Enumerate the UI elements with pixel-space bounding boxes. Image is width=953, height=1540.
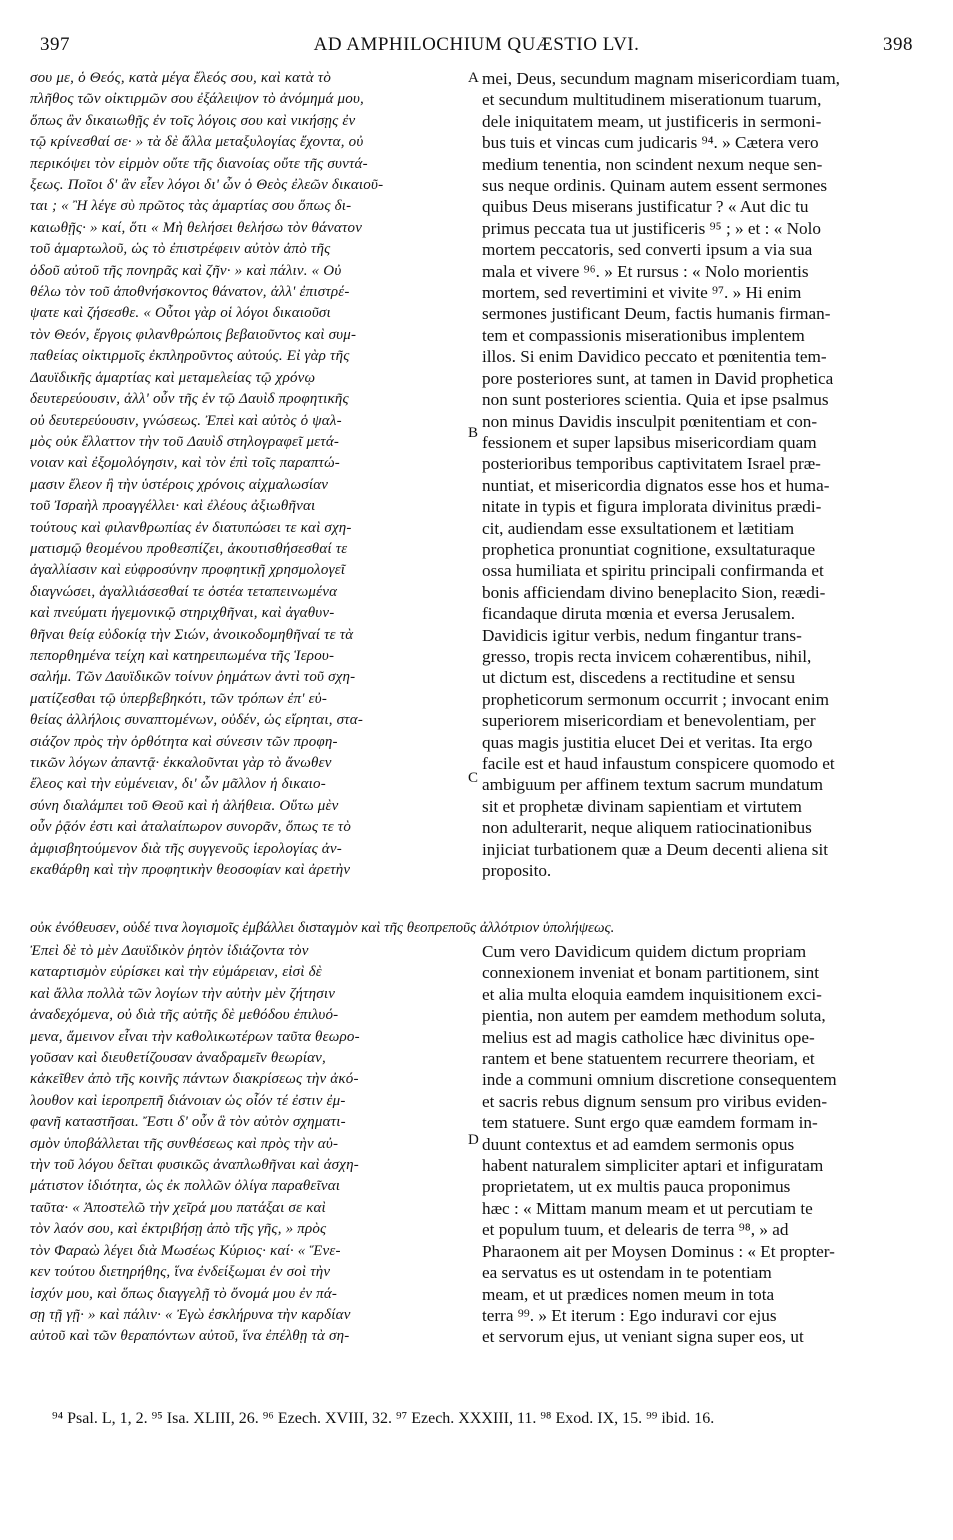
text-line: σαλήμ. Τῶν Δαυϊδικῶν τοίνυν ῥημάτων ἀντὶ τοῦ σχη-: [30, 669, 356, 686]
margin-letter-b: B: [468, 425, 479, 441]
text-line: facile est et haud infaustum conspicere quomodo et: [482, 754, 835, 773]
text-line: prophetica pronuntiat cognitione, exsultaturaque: [482, 539, 816, 559]
text-line: σμὸν ὑποβάλλεται τῆς συνθέσεως καὶ πρὸς τὴν αὐ-: [30, 1135, 339, 1152]
text-line: οὐ δευτερεύουσιν, γνώσεως. Ἐπεὶ καὶ αὐτὸς ὁ ψαλ-: [30, 412, 342, 429]
text-line: cit, audiendam esse exsultationem et lætitiam: [482, 518, 795, 538]
text-line: ταῦτα· « Ἀποστελῶ τὴν χεῖρά μου πατάξαι σε καὶ: [30, 1199, 326, 1216]
text-line: rantem et bene statuentem recurrere theoriam, et: [482, 1049, 815, 1069]
text-line: θείας ἀλλήλοις συναπτομένων, οὐδέν, ὡς εἴρηται, στα-: [30, 712, 364, 729]
text-line: περικόψει τὸν εἱρμὸν οὔτε τῆς διανοίας οὔτε τῆς συντά-: [30, 155, 368, 172]
text-line: habent naturalem simpliciter aptari et infiguratam: [482, 1156, 824, 1176]
text-line: Davidicis igitur verbis, nedum fingantur trans-: [482, 625, 802, 645]
text-line: κἀκεῖθεν ἀπὸ τῆς κοινῆς πάντων διακρίσεως τὴν ἀκό-: [30, 1071, 359, 1088]
text-line: τοῦ Ἰσραὴλ προαγγέλλει· καὶ ἐλέους ἀξιωθῆναι: [30, 498, 316, 515]
text-line: nuntiat, et misericordia dignatos esse hos et huma-: [482, 475, 830, 495]
spanning-greek-line: οὐκ ἐνόθευσεν, οὐδέ τινα λογισμοῖς ἐμβάλλει δισταγμὸν καὶ τῆς θεοπρεποῦς ἀλλότριον ὑπολήψεως.: [30, 920, 615, 936]
text-line: tem statuere. Sunt ergo quæ eamdem formam in-: [482, 1113, 818, 1133]
text-line: non minus Davidis insculpit pœnitentiam et con-: [482, 411, 818, 431]
text-line: παθείας οἰκτιρμοῖς ἐκπληροῦντος αὐτούς. Εἰ γὰρ τῆς: [30, 348, 350, 365]
page-number-right: 398: [883, 34, 913, 55]
text-line: proposito.: [482, 861, 552, 881]
text-line: τῷ κρίνεσθαί σε· » τὰ δὲ ἄλλα μεταξυλογίας ἔχοντα, οὐ: [30, 134, 364, 151]
text-line: ται ; « Ἢ λέγε σὺ πρῶτος τὰς ἁμαρτίας σου ὅπως δι-: [30, 198, 352, 215]
text-line: mei, Deus, secundum magnam misericordiam tuam,: [482, 69, 840, 88]
text-line: ὅπως ἂν δικαιωθῇς ἐν τοῖς λόγοις σου καὶ νικήσῃς ἐν: [30, 112, 356, 129]
text-line: mortem peccatoris, sed converti ipsum a via sua: [482, 240, 813, 260]
text-line: posterioribus temporibus captivitatem Israel præ-: [482, 454, 821, 474]
text-line: terra ⁹⁹. » Et iterum : Ego induravi cor ejus: [482, 1305, 777, 1325]
margin-letter-c: C: [468, 770, 479, 786]
text-line: τικῶν λόγων ἀπαντᾷ· ἐκκαλοῦνται γὰρ τὸ ἄνωθεν: [30, 755, 332, 771]
text-line: injiciat turbationem quæ a Deum decenti aliena sit: [482, 839, 829, 859]
text-line: ξεως. Ποῖοι δ' ἂν εἶεν λόγοι δι' ὧν ὁ Θεὸς ἐλεῶν δικαιοῦ-: [30, 177, 384, 194]
text-line: primus peccata tua ut justificeris ⁹⁵ ; » et : « Nolo: [482, 218, 821, 238]
text-line: tem et compassionis miserationibus implentem: [482, 325, 805, 345]
text-line: bonis afficiendam divino beneplacito Sion, reædi-: [482, 582, 826, 602]
text-line: θέλω τὸν τοῦ ἀποθνήσκοντος θάνατον, ἀλλ' ἐπιστρέ-: [30, 284, 350, 301]
footnotes: ⁹⁴ Psal. L, 1, 2. ⁹⁵ Isa. XLIII, 26. ⁹⁶ Ezech. XVIII, 32. ⁹⁷ Ezech. XXXIII, 11. ⁹⁸ Exod. IX, 15. ⁹⁹ ibid. 16.: [52, 1410, 715, 1427]
text-line: Δαυϊδικῆς ἁμαρτίας καὶ μεταμελείας τῷ χρόνῳ: [30, 369, 316, 386]
text-line: τὴν τοῦ λόγου δεῖται φυσικῶς ἀναπλωθῆναι καὶ ἀσχη-: [30, 1157, 359, 1174]
text-line: proprietatem, ut ex multis pauca proponimus: [482, 1177, 791, 1197]
text-line: gresso, tropis recta invicem cohærentibus, nihil,: [482, 646, 812, 666]
text-line: τοῦ ἁμαρτωλοῦ, ὡς τὸ ἐπιστρέφειν αὐτὸν ἀπὸ τῆς: [30, 241, 331, 258]
text-line: λουθον καὶ ἱεροπρεπῆ διάνοιαν ὡς οἷόν τέ ἐστιν ἐμ-: [30, 1092, 346, 1109]
text-line: non adulterarit, neque aliquem ratiocinationibus: [482, 818, 812, 838]
text-line: ἔλεος καὶ τὴν εὐμένειαν, δι' ὧν μᾶλλον ἡ δικαιο-: [30, 776, 326, 793]
text-line: propheticorum sermonum occurrit ; invocant enim: [482, 689, 829, 709]
text-line: ficandaque diruta mœnia et eversa Jerusalem.: [482, 604, 796, 624]
latin-column-2: [482, 941, 922, 1348]
text-line: Pharaonem ait per Moysen Dominus : « Et propter-: [482, 1241, 835, 1261]
text-line: ἀναδεχόμενα, οὐ διὰ τῆς αὐτῆς δὲ μεθόδου ἐπιλυό-: [30, 1007, 339, 1024]
latin-column-1: [482, 68, 922, 881]
text-line: ea servatus es ut ostendam in te potentiam: [482, 1263, 772, 1283]
text-line: bus tuis et vincas cum judicaris ⁹⁴. » Cætera vero: [482, 133, 819, 153]
text-line: hæc : « Mittam manum meam et ut percutiam te: [482, 1198, 813, 1218]
running-header: [40, 34, 913, 60]
text-line: et secundum multitudinem miserationum tuarum,: [482, 90, 822, 110]
text-line: καὶ ἄλλα πολλὰ τῶν λογίων τὴν αὐτὴν μὲν ζήτησιν: [30, 985, 336, 1002]
text-line: μενα, ἄμεινον εἶναι τὴν καθολικωτέρων ταῦτα θεωρο-: [30, 1028, 360, 1045]
text-line: duunt contextus et ad eamdem sermonis opus: [482, 1134, 795, 1154]
text-line: διαγνώσει, ἀγαλλιάσεσθαί τε ὀστέα τεταπεινωμένα: [30, 583, 338, 600]
running-title: AD AMPHILOCHIUM QUÆSTIO LVI.: [313, 34, 640, 55]
text-line: nitate in typis et figura implorata divinitus prædi-: [482, 497, 822, 517]
text-line: γοῦσαν καὶ διευθετίζουσαν ἀναδραμεῖν θεωρίαν,: [30, 1050, 326, 1067]
text-line: πεπορθημένα τείχη καὶ κατηρειπωμένα τῆς Ἱερου-: [30, 647, 335, 664]
text-line: sit et prophetæ divinam sapientiam et virtutem: [482, 796, 802, 816]
text-line: pore posteriores sunt, at tamen in David prophetica: [482, 368, 834, 388]
text-line: τὸν Φαραὼ λέγει διὰ Μωσέως Κύριος· καί· « Ἕνε-: [30, 1242, 341, 1259]
text-line: illos. Si enim Davidico peccato et pœnitentia tem-: [482, 347, 827, 367]
text-line: ut dictum est, discedens a rectitudine et sensu: [482, 668, 796, 688]
text-line: σύνη διαλάμπει τοῦ Θεοῦ καὶ ἡ ἀλήθεια. Οὕτω μὲν: [30, 797, 339, 814]
text-line: τὸν λαόν σου, καὶ ἐκτριβήσῃ ἀπὸ τῆς γῆς, » πρὸς: [30, 1221, 327, 1238]
text-line: connexionem inveniat et bonam partitionem, sint: [482, 963, 819, 983]
text-line: ψατε καὶ ζήσεσθε. « Οὗτοι γὰρ οἱ λόγοι δικαιοῦσι: [30, 305, 331, 322]
text-line: et servorum ejus, ut veniant signa super eos, ut: [482, 1327, 804, 1347]
text-line: φανῆ καταστῆσαι. Ἔστι δ' οὖν ἃ τὸν αὐτὸν σχηματι-: [30, 1114, 346, 1131]
text-line: Ἐπεὶ δὲ τὸ μὲν Δαυϊδικὸν ῥητὸν ἰδιάζοντα τὸν: [30, 943, 309, 959]
text-line: medium tenentia, non scindent nexum neque sen-: [482, 154, 823, 174]
greek-column-2: [30, 941, 470, 1348]
text-line: mortem, sed revertimini et vivite ⁹⁷. » Hi enim: [482, 283, 802, 303]
text-line: καὶ πνεύματι ἡγεμονικῷ στηριχθῆναι, καὶ ἀγαθυν-: [30, 605, 335, 622]
text-line: et populum tuum, et delearis de terra ⁹⁸, » ad: [482, 1220, 789, 1240]
text-line: καιωθῇς· » καί, ὅτι « Μὴ θελήσει θελήσω τὸν θάνατον: [30, 219, 363, 236]
text-line: κεν τούτου διετηρήθης, ἵνα ἐνδείξωμαι ἐν σοὶ τὴν: [30, 1264, 331, 1281]
text-line: Cum vero Davidicum quidem dictum propriam: [482, 942, 807, 961]
text-line: et sacris rebus dignum sensum pro viribus eviden-: [482, 1091, 828, 1111]
margin-letter-a: A: [468, 70, 479, 86]
text-line: ossa humiliata et spiritu principali confirmanda et: [482, 561, 824, 581]
text-line: ματίζεσθαι τῷ ὑπερβεβηκότι, τῶν τρόπων ἐπ' εὐ-: [30, 690, 328, 707]
text-line: pientia, non autem per eamdem methodum soluta,: [482, 1006, 826, 1026]
text-line: σιάζον πρὸς τὴν ὀρθότητα καὶ σύνεσιν τῶν προφη-: [30, 733, 338, 750]
text-line: ματισμῷ θεομένου προθεσπίζει, ἀκουτισθήσεσθαί τε: [30, 540, 348, 557]
text-line: νοιαν καὶ ἐξομολόγησιν, καὶ τὸν ἐπὶ τοῖς παραπτώ-: [30, 455, 340, 472]
text-line: οὖν ῥᾷόν ἐστι καὶ ἀταλαίπωρον συνορᾶν, ὅπως τε τὸ: [30, 819, 352, 836]
text-line: sus neque ordinis. Quinam autem essent sermones: [482, 176, 828, 196]
text-line: αὐτοῦ καὶ τῶν θεραπόντων αὐτοῦ, ἵνα ἐπέλθῃ τὰ ση-: [30, 1328, 350, 1345]
greek-column-1: [30, 68, 470, 881]
text-line: quibus Deus miserans justificatur ? « Aut dic tu: [482, 197, 809, 217]
text-line: dele iniquitatem meam, ut justificeris in sermoni-: [482, 111, 822, 131]
text-line: μάτιστον ἰδιότητα, ὡς ἐκ πολλῶν ὀλίγα παραθεῖναι: [30, 1178, 341, 1195]
text-line: τὸν Θεόν, ἔργοις φιλανθρώποις βεβαιοῦντος καὶ συμ-: [30, 326, 357, 343]
text-line: et alia multa eloquia eamdem inquisitionem exci-: [482, 984, 822, 1004]
text-line: σου με, ὁ Θεός, κατὰ μέγα ἔλεός σου, καὶ κατὰ τὸ: [30, 70, 332, 86]
text-line: πλῆθος τῶν οἰκτιρμῶν σου ἐξάλειψον τὸ ἀνόμημά μου,: [30, 91, 365, 108]
text-line: sermones justificant Deum, factis humanis firman-: [482, 304, 831, 324]
text-line: ἀμφισβητούμενον διὰ τῆς συγγενοῦς ἱερολογίας ἀν-: [30, 840, 342, 857]
margin-letter-d: D: [468, 1132, 479, 1148]
text-line: μὸς οὐκ ἔλλαττον τὴν τοῦ Δαυὶδ στηλογραφεῖ μετά-: [30, 433, 340, 450]
text-line: fessionem et super lapsibus misericordiam quam: [482, 432, 817, 452]
text-line: ἰσχύν μου, καὶ ὅπως διαγγελῇ τὸ ὄνομά μου ἐν πά-: [30, 1285, 338, 1302]
text-line: melius est ad magis catholice hæc divinitus ope-: [482, 1027, 815, 1047]
text-line: τούτους καὶ φιλανθρωπίας ἐν διατυπώσει τε καὶ σχη-: [30, 519, 352, 536]
text-line: ὁδοῦ αὐτοῦ τῆς πονηρᾶς καὶ ζῆν· » καὶ πάλιν. « Οὐ: [30, 262, 342, 279]
text-line: σῃ τῇ γῇ· » καὶ πάλιν· « Ἐγὼ ἐσκλήρυνα τὴν καρδίαν: [30, 1306, 351, 1323]
text-line: εκαθάρθη καὶ τὴν προφητικὴν θεοσοφίαν καὶ ἀρετὴν: [30, 862, 351, 879]
text-line: θῆναι θείᾳ εὐδοκίᾳ τὴν Σιών, ἀνοικοδομηθῆναί τε τὰ: [30, 626, 354, 643]
text-line: inde a communi omnium discretione consequentem: [482, 1070, 837, 1090]
text-line: ἀγαλλίασιν καὶ εὐφροσύνην προφητικῇ χρησμολογεῖ: [30, 562, 346, 579]
text-line: ambiguum per affinem textum sacrum mundatum: [482, 775, 823, 795]
text-line: mala et vivere ⁹⁶. » Et rursus : « Nolo morientis: [482, 261, 809, 281]
text-line: quas magis justitia elucet Dei et veritas. Ita ergo: [482, 732, 813, 752]
text-line: non sunt posteriores scientia. Quia et ipse psalmus: [482, 390, 829, 410]
text-line: superiorem misericordiam et benevolentiam, per: [482, 711, 816, 731]
text-line: meam, et ut prædices nomen meum in tota: [482, 1284, 775, 1304]
text-line: δευτερεύουσιν, ἀλλ' οὖν τῆς ἐν τῷ Δαυὶδ προφητικῆς: [30, 391, 349, 408]
page-number-left: 397: [40, 34, 70, 55]
text-line: μασιν ἔλεον ἢ τὴν ὑστέροις χρόνοις αἰχμαλωσίαν: [30, 476, 329, 493]
text-line: καταρτισμὸν εὑρίσκει καὶ τὴν εὐμάρειαν, εἰσὶ δὲ: [30, 964, 322, 981]
